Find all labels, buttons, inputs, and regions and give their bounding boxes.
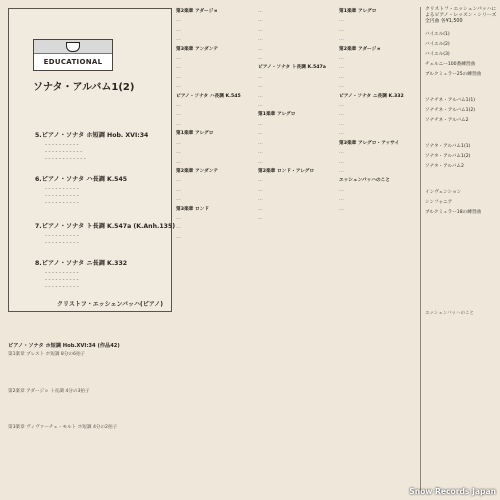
column-heading: ピアノ・ソナタ ト長調 K.547a: [258, 65, 326, 71]
column-heading: 第1楽章 アレグロ: [176, 131, 214, 137]
title-panel: EDUCATIONAL ソナタ・アルバム1(2) 5.ピアノ・ソナタ ホ短調 Hob. XVI:34 - - - - - - - - - - - - - - - - - - - - - - - - - - - - - - - - - 6.ピアノ・ソナタ ハ長調 K.545 - - - - - - - - - - - - - - - - - - - - - - - - - - - - - - 7.ピアノ・ソナタ ト長調 K.547a (K.Anh.135) - - - - - - - - - - - - - - - - - - - - 8.ピアノ・ソナタ ニ長調 K.332 - - - - - - - - - - - - - - - - - - - - - - - - - - - - - - クリストフ・エッシェンバッハ(ピアノ): [8, 8, 172, 312]
list-item: チェルニー100番練習曲: [425, 62, 475, 67]
list-item: ソナタ・アルバム1(1): [425, 144, 471, 149]
list-item: インヴェンション: [425, 190, 462, 195]
column-heading: 第2楽章 アダージョ: [339, 46, 381, 52]
list-item: バイエル(2): [425, 42, 450, 47]
series-list-panel: [420, 7, 497, 493]
lower-notes: [8, 342, 171, 492]
column-heading: 第1楽章 アレグロ: [339, 9, 377, 14]
column-heading: 第1楽章 アレグロ: [258, 112, 296, 118]
list-item: ブルクミュラー18の練習曲: [425, 210, 482, 215]
list-item: ソナチネ・アルバム1(2): [425, 108, 476, 113]
list-item: ソナチネ・アルバム2: [425, 118, 469, 123]
column-heading: 第2楽章 アンダンテ: [176, 168, 219, 174]
column-heading: 第2楽章 アダージョ: [176, 9, 218, 14]
notes-paragraph: 第3楽章 ヴィヴァーチェ・モルト ホ短調 4分の2拍子: [8, 425, 118, 431]
column-heading: 第2楽章 ロンド・アレグロ: [258, 168, 315, 174]
list-item: ソナタ・アルバム2: [425, 164, 464, 169]
column-heading: エッシェンバッハのこと: [339, 178, 391, 184]
work-5: 5.ピアノ・ソナタ ホ短調 Hob. XVI:34: [35, 132, 149, 139]
series-note: エッシェンバッハのこと: [425, 311, 475, 316]
list-item: ソナタ・アルバム1(2): [425, 154, 471, 159]
notes-heading: ピアノ・ソナタ ホ短調 Hob.XVI:34 (作品42): [8, 343, 120, 349]
list-item: バイエル(1): [425, 32, 450, 37]
list-item: バイエル(3): [425, 52, 450, 57]
list-item: ソナチネ・アルバム1(1): [425, 98, 476, 103]
column-heading: ピアノ・ソナタ ハ長調 K.545: [176, 93, 241, 99]
column-heading: 第3楽章 アレグロ・アッサイ: [339, 140, 400, 146]
work-8: 8.ピアノ・ソナタ ニ長調 K.332: [35, 260, 128, 267]
column-heading: 第3楽章 アンダンテ: [176, 46, 219, 52]
column-heading: ピアノ・ソナタ ニ長調 K.332: [339, 93, 404, 99]
notes-paragraph: 第2楽章 アダージョ ト長調 4分の3拍子: [8, 388, 90, 394]
notes-paragraph: 第1楽章 プレスト ホ短調 8分の6拍子: [8, 352, 86, 357]
educational-logo: [33, 39, 113, 71]
work-6: 6.ピアノ・ソナタ ハ長調 K.545: [35, 176, 128, 183]
text-column-3: 第1楽章 アレグロ … … … 第2楽章 アダージョ … … … … ピアノ・ソナタ ニ長調 K.332 … … … … 第3楽章 アレグロ・アッサイ … … … エッシェンバッハのこと … … …: [339, 8, 423, 215]
album-title: ソナタ・アルバム1(2): [33, 82, 135, 93]
performer: クリストフ・エッシェンバッハ(ピアノ): [57, 301, 164, 308]
shield-icon: [66, 42, 80, 52]
work-7: 7.ピアノ・ソナタ ト長調 K.547a (K.Anh.135): [35, 223, 176, 230]
list-item: シンフォニア: [425, 200, 453, 205]
logo-crest: [34, 40, 112, 54]
text-column-1: 第2楽章 アダージョ … … … 第3楽章 アンダンテ … … … … ピアノ・ソナタ ハ長調 K.545 … … … 第1楽章 アレグロ … … … 第2楽章 アンダンテ … … … 第3楽章 ロンド … … …: [176, 8, 260, 243]
watermark: Snow Records Japan: [409, 487, 496, 496]
series-heading: クリストフ・エッシェンバッハによるピアノ・レッスン・シリーズ 全円曲 各¥1,500: [425, 7, 497, 24]
list-item: ブルクミュラー25の練習曲: [425, 72, 482, 77]
text-column-2: … … … … … … ピアノ・ソナタ ト長調 K.547a … … … … 第1楽章 アレグロ … … … … … 第2楽章 ロンド・アレグロ … … … … …: [258, 8, 342, 224]
column-heading: 第3楽章 ロンド: [176, 206, 210, 212]
logo-text: EDUCATIONAL: [43, 58, 103, 66]
